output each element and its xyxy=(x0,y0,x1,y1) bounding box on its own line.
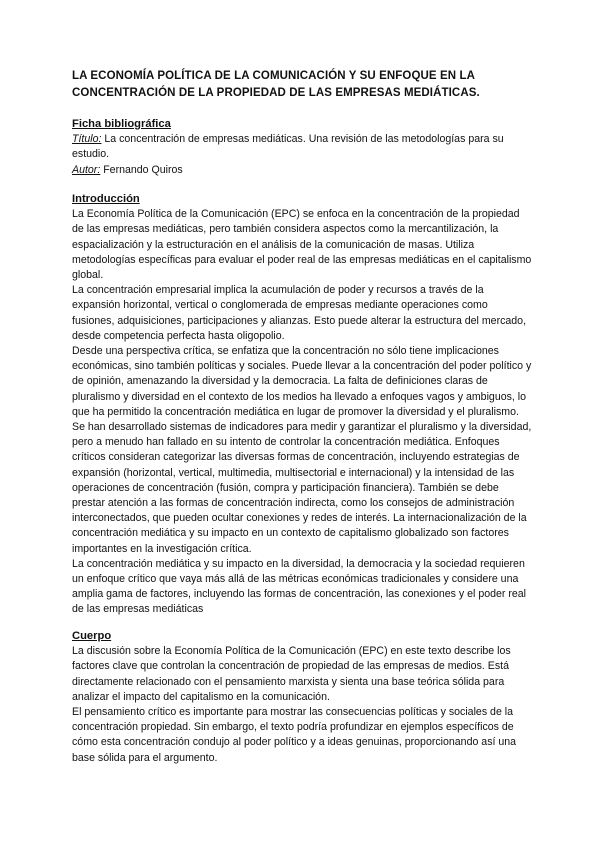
intro-heading: Introducción xyxy=(72,193,140,205)
author-label: Autor: xyxy=(72,163,101,176)
intro-paragraph: Se han desarrollado sistemas de indicadores para medir y garantizar el pluralismo y la diversidad, pero a menudo han fallado en su intento de controlar la concentración mediática. Enfoques críticos consideran categorizar las diversas formas de concentración, incluyendo estrategias de expansión (horizontal, vertical, multimedia, multisectorial e internacional) y la intensidad de las operaciones de concentración (fusión, compra y participación financiera). También se debe prestar atención a las formas de concentración indirecta, como los consejos de administración interconectados, que pueden ocultar conexiones y redes de interés. La internacionalización de la concentración mediática y su impacto en un contexto de capitalismo globalizado son factores importantes en la investigación crítica. xyxy=(72,421,532,555)
ficha-bibliografica xyxy=(72,117,532,178)
intro-paragraph: Desde una perspectiva crítica, se enfatiza que la concentración no sólo tiene implicaciones económicas, sino también políticas y sociales. Puede llevar a la concentración del poder político y de opinión, amenazando la diversidad y la democracia. La falta de definiciones claras de pluralismo y diversidad en el contexto de los medios ha llevado a enfoques vagos y ambiguos, lo que ha permitido la concentración mediática en lugar de promover la diversidad y el pluralismo. xyxy=(72,345,532,418)
cuerpo-paragraph: La discusión sobre la Economía Política de la Comunicación (EPC) en este texto describe los factores clave que controlan la concentración de propiedad de las empresas de medios. Está directamente relacionado con el pensamiento marxista y sienta una base teórica sólida para analizar el impacto del capitalismo en la comunicación. xyxy=(72,645,511,703)
intro-paragraph: La concentración mediática y su impacto en la diversidad, la democracia y la sociedad requieren un enfoque crítico que vaya más allá de las métricas económicas tradicionales y considere una amplia gama de factores, incluyendo las formas de concentración, las conexiones y el poder real de las empresas mediáticas xyxy=(72,557,527,616)
title-value: La concentración de empresas mediáticas. Una revisión de las metodologías para su estudio. xyxy=(72,133,504,161)
cuerpo-heading: Cuerpo xyxy=(72,630,112,642)
intro-paragraph: La concentración empresarial implica la acumulación de poder y recursos a través de la expansión horizontal, vertical o conglomerada de empresas mediante operaciones como fusiones, adquisiciones, participaciones y alianzas. Esto puede alterar la estructura del mercado, desde competencia perfecta hasta oligopolio. xyxy=(72,284,527,342)
ficha-title-line xyxy=(72,132,532,162)
author-value: Fernando Quiros xyxy=(100,163,183,176)
intro-paragraph: La Economía Política de la Comunicación (EPC) se enfoca en la concentración de la propiedad de las empresas mediáticas, pero también considera aspectos como la mercantilización, la espacialización y la estructuración en el análisis de la comunicación de masas. Utiliza metodologías específicas para evaluar el poder real de las empresas mediáticas en el capitalismo global. xyxy=(72,208,532,282)
cuerpo-paragraph: El pensamiento crítico es importante para mostrar las consecuencias políticas y sociales de la concentración propiedad. Sin embargo, el texto podría profundizar en ejemplos específicos de cómo esta concentración condujo al poder político y a ideas genuinas, proporcionando así una base sólida para el argumento. xyxy=(72,706,517,764)
ficha-author-line xyxy=(72,163,532,178)
title-label: Título: xyxy=(72,133,102,146)
ficha-heading: Ficha bibliográfica xyxy=(72,118,171,130)
cuerpo-section xyxy=(72,629,532,766)
introduccion-section xyxy=(72,192,532,618)
document-title: LA ECONOMÍA POLÍTICA DE LA COMUNICACIÓN Y SU ENFOQUE EN LA CONCENTRACIÓN DE LA PROPIEDAD DE LAS EMPRESAS MEDIÁTICAS. xyxy=(72,70,480,99)
